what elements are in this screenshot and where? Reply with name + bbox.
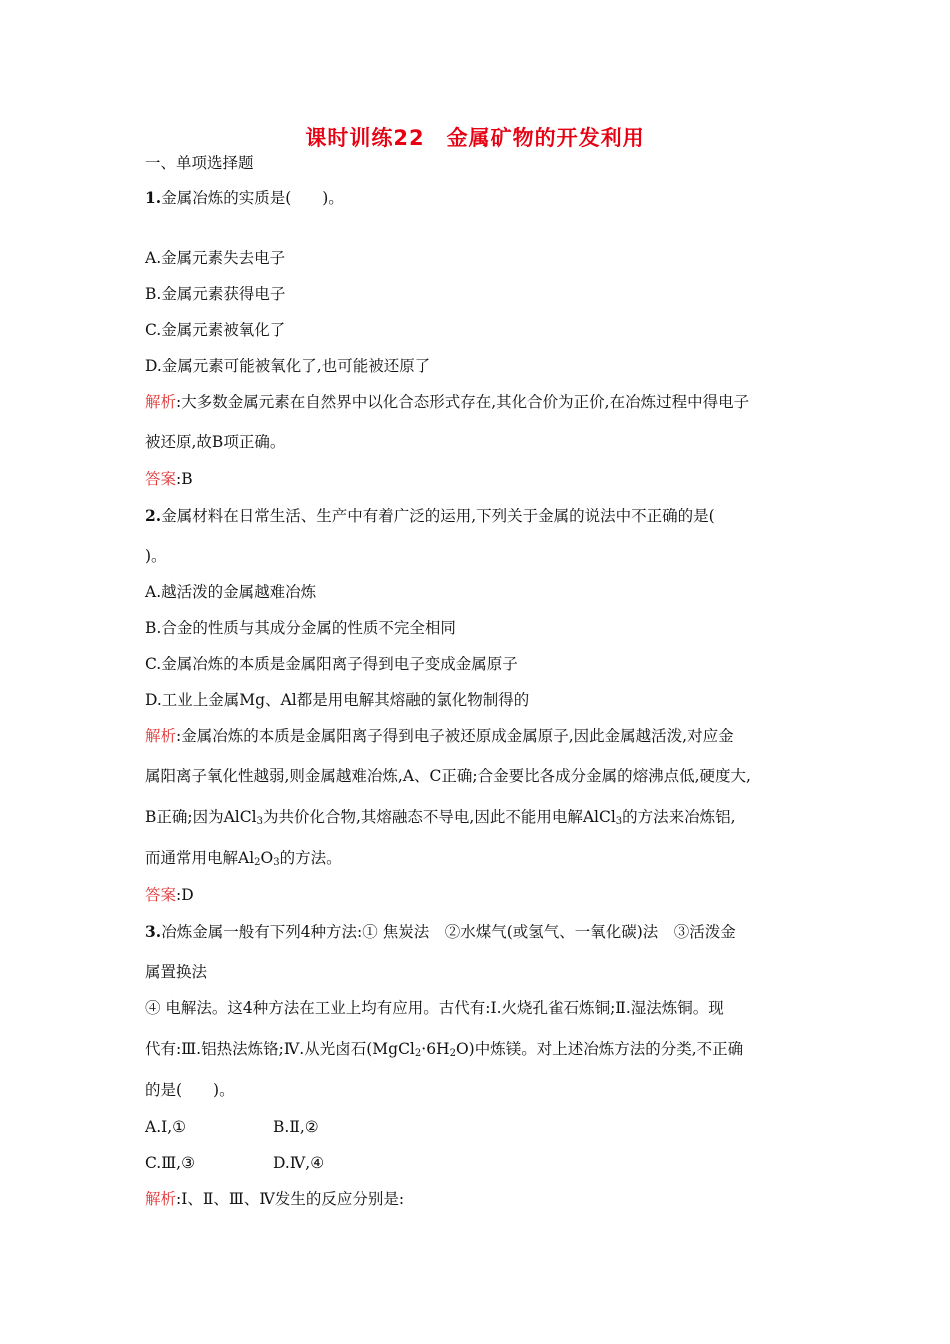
question-2-stem-cont: )。 [145, 547, 167, 565]
q1-analysis: 解析:大多数金属元素在自然界中以化合态形式存在,其化合价为正价,在冶炼过程中得电子 [145, 393, 750, 411]
q2-option-c: C.金属冶炼的本质是金属阳离子得到电子变成金属原子 [145, 655, 518, 673]
q1-analysis-cont: 被还原,故B项正确。 [145, 433, 286, 451]
q3-analysis: 解析:Ⅰ、Ⅱ、Ⅲ、Ⅳ发生的反应分别是: [145, 1190, 405, 1208]
page-title: 课时训练22 金属矿物的开发利用 [305, 126, 645, 150]
q3-options-row-1 [145, 1117, 815, 1137]
q3-option-c: C.Ⅲ,③ [145, 1154, 196, 1172]
analysis-label: 解析 [145, 727, 177, 745]
analysis-label: 解析 [145, 1190, 177, 1208]
q2-analysis: 解析:金属冶炼的本质是金属阳离子得到电子被还原成金属原子,因此金属越活泼,对应金 [145, 727, 734, 745]
answer-label: 答案 [145, 470, 177, 488]
q3-option-b: B.Ⅱ,② [273, 1118, 319, 1136]
q2-option-b: B.合金的性质与其成分金属的性质不完全相同 [145, 619, 456, 637]
q2-analysis-cont-3: 而通常用电解$Al_2O_3$的方法。 [145, 849, 342, 868]
section-heading: 一、单项选择题 [145, 154, 254, 172]
q1-option-a: A.金属元素失去电子 [145, 249, 286, 267]
question-3-stem-cont-4: 的是( )。 [145, 1081, 235, 1099]
question-3-stem-cont-2: ④ 电解法。这4种方法在工业上均有应用。古代有:Ⅰ.火烧孔雀石炼铜;Ⅱ.湿法炼铜。现 [145, 999, 724, 1017]
answer-label: 答案 [145, 886, 177, 904]
question-3-stem: 3.冶炼金属一般有下列4种方法:① 焦炭法 ②水煤气(或氢气、一氧化碳)法 ③活泼金 [145, 922, 736, 941]
q3-options-row-2 [145, 1153, 815, 1173]
question-number: 3. [145, 922, 162, 941]
q2-option-a: A.越活泼的金属越难冶炼 [145, 583, 317, 601]
q3-option-d: D.Ⅳ,④ [273, 1154, 325, 1172]
question-number: 2. [145, 506, 162, 525]
q2-analysis-cont-2: B正确;因为AlCl$_3$为共价化合物,其熔融态不导电,因此不能用电解AlCl$_3$的方法来冶炼铝, [145, 808, 736, 827]
q2-option-d: D.工业上金属Mg、Al都是用电解其熔融的氯化物制得的 [145, 691, 530, 709]
question-2-stem: 2.金属材料在日常生活、生产中有着广泛的运用,下列关于金属的说法中不正确的是( [145, 506, 715, 525]
q2-analysis-cont-1: 属阳离子氧化性越弱,则金属越难冶炼,A、C正确;合金要比各成分金属的熔沸点低,硬度大, [145, 767, 751, 785]
analysis-label: 解析 [145, 393, 177, 411]
question-number: 1. [145, 188, 162, 207]
q1-option-d: D.金属元素可能被氧化了,也可能被还原了 [145, 357, 431, 375]
q2-answer: 答案:D [145, 886, 194, 904]
q3-option-a: A.Ⅰ,① [145, 1118, 187, 1136]
question-3-stem-cont-3: 代有:Ⅲ.铝热法炼铬;Ⅳ.从光卤石$(MgCl_2\cdot 6H_2O)$中炼镁。对上述冶炼方法的分类,不正确 [145, 1040, 744, 1059]
q1-option-b: B.金属元素获得电子 [145, 285, 286, 303]
question-3-stem-cont-1: 属置换法 [145, 963, 208, 981]
question-1-stem: 1.金属冶炼的实质是( )。 [145, 188, 344, 207]
q1-option-c: C.金属元素被氧化了 [145, 321, 286, 339]
q1-answer: 答案:B [145, 470, 193, 488]
